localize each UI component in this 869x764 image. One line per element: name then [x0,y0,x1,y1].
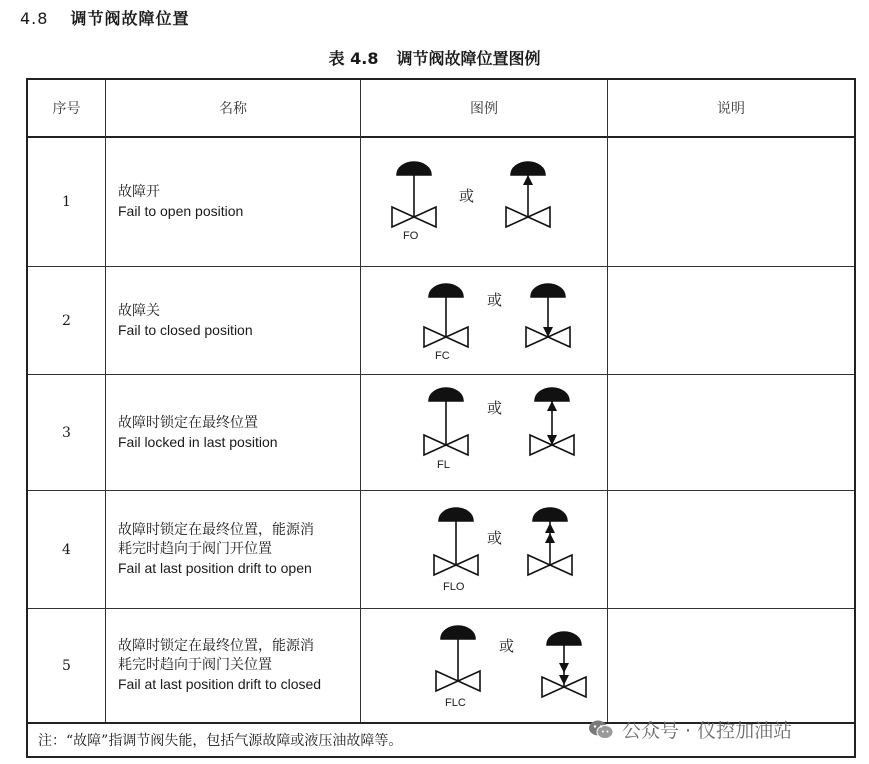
legend-cell [361,491,607,608]
arrow-down-icon [559,675,569,685]
arrow-up-icon [523,175,533,185]
table-caption-number: 表 4.8 [328,49,379,68]
header-legend: 图例 [470,101,498,117]
valve-fc-symbol [361,267,607,374]
legend-cell [361,609,607,722]
name-cn: 故障开 [118,183,160,200]
row-seq: 3 [62,424,71,441]
legend-cell [361,375,607,490]
section-number: 4.8 [20,9,49,28]
row-description [608,137,854,266]
name-en: Fail to closed position [118,321,253,338]
row-seq: 2 [62,312,71,329]
watermark-text: 公众号 · 仪控加油站 [622,720,793,742]
or-text: 或 [487,291,503,309]
table-caption [0,46,869,69]
or-text: 或 [487,529,503,547]
header-description: 说明 [717,101,745,117]
name-en: Fail locked in last position [118,433,278,450]
abbr-label: FL [437,459,450,471]
name-en: Fail to open position [118,202,244,219]
watermark [588,716,792,743]
name-cn: 故障时锁定在最终位置 [118,414,258,431]
valve-fl-symbol [361,375,607,490]
arrow-up-icon [547,401,557,411]
legend-cell [361,137,607,266]
arrow-down-icon [559,663,569,673]
row-seq: 5 [62,657,71,674]
valve-flc-symbol [361,609,607,722]
abbr-label: FLC [445,697,466,709]
row-seq: 1 [62,193,71,210]
row-name [106,375,360,490]
abbr-label: FC [435,350,450,362]
name-cn-line2: 耗完时趋向于阀门开位置 [118,541,272,557]
table-note: 注：“故障”指调节阀失能，包括气源故障或液压油故障等。 [38,733,403,749]
fault-position-table [26,78,856,758]
name-cn: 故障时锁定在最终位置，能源消 [118,638,314,654]
row-description [608,609,854,722]
or-text: 或 [487,399,503,417]
legend-cell [361,267,607,374]
row-seq: 4 [62,541,71,558]
row-name [106,609,360,722]
header-name: 名称 [219,101,247,117]
table-caption-title: 调节阀故障位置图例 [396,49,541,68]
valve-fo-symbol [361,137,607,266]
header-seq: 序号 [52,101,81,117]
section-title: 调节阀故障位置 [70,9,190,28]
arrow-up-icon [545,533,555,543]
section-heading [20,6,189,29]
row-name [106,137,360,266]
abbr-label: FLO [443,581,465,593]
row-name [106,491,360,608]
or-text: 或 [459,187,475,205]
name-en: Fail at last position drift to open [118,560,312,576]
name-cn: 故障时锁定在最终位置，能源消 [118,522,314,538]
row-description [608,267,854,374]
name-cn: 故障关 [118,302,160,319]
row-name [106,267,360,374]
row-description [608,375,854,490]
row-description [608,491,854,608]
or-text: 或 [499,637,515,655]
name-cn-line2: 耗完时趋向于阀门关位置 [118,657,272,673]
arrow-up-icon [545,523,555,533]
name-en: Fail at last position drift to closed [118,676,322,692]
valve-flo-symbol [361,491,607,608]
abbr-label: FO [403,230,419,242]
wechat-icon [588,719,614,741]
